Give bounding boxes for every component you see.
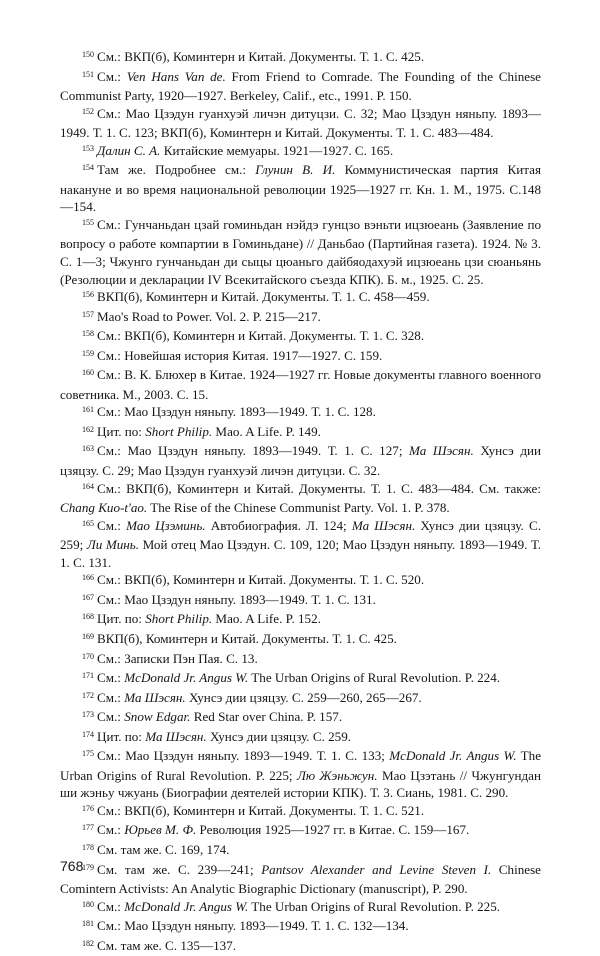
footnote-number: 171: [82, 671, 94, 681]
footnote-text: ВКП(б), Коминтерн и Китай. Документы. Т. 1. С. 458—459.: [97, 289, 430, 305]
footnote-number: 170: [82, 651, 94, 661]
footnote: [60, 442, 541, 479]
footnote-italic-text: Short Philip.: [145, 423, 213, 439]
footnote-text: См.: Мао Цзэдун няньпу. 1893—1949. Т. 1. С. 128.: [97, 404, 376, 420]
footnote-number: 168: [82, 612, 94, 622]
footnote-number: 178: [82, 842, 94, 852]
footnote-number: 182: [82, 938, 94, 948]
footnote-italic-text: Ли Минь.: [86, 537, 140, 553]
footnote-number: 151: [82, 69, 94, 79]
footnote-text: Хунсэ дии цзяцзу. С. 259.: [206, 728, 352, 744]
footnote: [60, 288, 541, 308]
footnote: [60, 650, 541, 670]
footnote: [60, 937, 541, 956]
footnote-text: Мао Цзэтань // Чжунгундан ши жэньу чжуань (Биографии деятелей истории КПК). Т. 3. Сиань, 1981. С. 290.: [60, 767, 541, 801]
footnote-text: См.:: [97, 822, 125, 838]
footnote-text: Там же. Подробнее см.:: [97, 162, 256, 178]
footnote: [60, 347, 541, 367]
footnote-text: From Friend to Comrade. The Founding of the Chinese Communist Party, 1920—1927. Berkeley, Calif., etc., 1991. P. 150.: [60, 68, 541, 104]
footnote-italic-text: Лю Жэньжун.: [296, 767, 378, 783]
footnote-number: 161: [82, 405, 94, 415]
footnote-text: The Urban Origins of Rural Revolution. P. 224.: [248, 670, 501, 686]
footnote: [60, 327, 541, 347]
footnote: [60, 142, 541, 162]
footnote-text: См.: Мао Цзэдун няньпу. 1893—1949. Т. 1. С. 127;: [97, 443, 410, 459]
footnote-text: См. там же. С. 135—137.: [97, 937, 236, 953]
footnote-text: См.: ВКП(б), Коминтерн и Китай. Документы. Т. 1. С. 483—484. См. также:: [97, 480, 541, 496]
footnote: [60, 669, 541, 689]
footnote-text: См. там же. С. 169, 174.: [97, 841, 230, 857]
footnote-number: 157: [82, 309, 94, 319]
footnote-text: Mao. A Life. P. 152.: [212, 611, 321, 627]
footnote-number: 173: [82, 710, 94, 720]
footnote: [60, 821, 541, 841]
footnote-number: 155: [82, 217, 94, 227]
footnote-number: 160: [82, 368, 94, 378]
footnote-italic-text: McDonald Jr. Angus W.: [124, 670, 249, 686]
footnote: [60, 689, 541, 709]
footnote-text: См.:: [97, 517, 127, 533]
footnote-text: Цит. по:: [97, 611, 146, 627]
footnotes-block: [60, 48, 541, 956]
footnote-text: См.: Мао Цзэдун няньпу. 1893—1949. Т. 1. С. 132—134.: [97, 918, 409, 934]
footnote-number: 175: [82, 749, 94, 759]
footnote-text: См.: ВКП(б), Коминтерн и Китай. Документы. Т. 1. С. 328.: [97, 328, 425, 344]
footnote-italic-text: Ма Шэсян.: [124, 689, 186, 705]
footnote: [60, 105, 541, 142]
footnote-italic-text: McDonald Jr. Angus W.: [124, 898, 249, 914]
footnote-italic-text: Ма Шэсян.: [145, 728, 207, 744]
footnote: [60, 591, 541, 611]
footnote-text: См. там же. С. 239—241;: [97, 861, 262, 877]
footnote: [60, 898, 541, 918]
footnote-number: 167: [82, 592, 94, 602]
footnote-number: 158: [82, 329, 94, 339]
footnote-text: The Urban Origins of Rural Revolution. P. 225;: [60, 748, 542, 783]
footnote-italic-text: Ма Шэсян.: [351, 517, 416, 533]
footnote: [60, 366, 541, 403]
footnote-number: 152: [82, 106, 94, 116]
footnote: [60, 308, 541, 328]
footnote-number: 176: [82, 803, 94, 813]
footnote: [60, 517, 541, 572]
footnote-number: 179: [82, 862, 94, 872]
footnote-number: 172: [82, 690, 94, 700]
footnote-number: 169: [82, 631, 94, 641]
footnote: [60, 161, 541, 216]
footnote-text: Хунсэ дии цзяцзу. С. 259—260, 265—267.: [185, 689, 422, 705]
footnote: [60, 841, 541, 861]
footnote: [60, 480, 541, 517]
footnote-text: Chinese Comintern Activists: An Analytic Biographic Dictionary (manuscript), P. 290.: [60, 861, 541, 897]
footnote-italic-text: Ven Hans Van de.: [126, 68, 226, 84]
footnote-text: См.: Мао Цзэдун няньпу. 1893—1949. Т. 1. С. 133;: [97, 748, 390, 764]
footnote-text: Red Star over China. P. 157.: [190, 709, 343, 725]
footnote-text: См.: В. К. Блюхер в Китае. 1924—1927 гг. Новые документы главного военного советника. М., 2003. С. 15.: [60, 367, 541, 402]
footnote-text: Революция 1925—1927 гг. в Китае. С. 159—167.: [196, 822, 470, 838]
footnote: [60, 610, 541, 630]
footnote-number: 154: [82, 163, 94, 173]
footnote: [60, 728, 541, 748]
footnote-text: См.:: [97, 898, 125, 914]
footnote: [60, 802, 541, 822]
footnote-number: 153: [82, 143, 94, 153]
footnote-text: Цит. по:: [97, 423, 146, 439]
footnote-number: 165: [82, 518, 94, 528]
footnote-text: См.: Новейшая история Китая. 1917—1927. С. 159.: [97, 347, 383, 363]
footnote-italic-text: Ма Шэсян.: [409, 443, 474, 459]
footnote-text: The Urban Origins of Rural Revolution. P. 225.: [248, 898, 501, 914]
footnote-italic-text: Юрьев М. Ф.: [124, 822, 197, 838]
footnote-text: См.: ВКП(б), Коминтерн и Китай. Документы. Т. 1. С. 425.: [97, 49, 425, 64]
footnote-text: См.: ВКП(б), Коминтерн и Китай. Документы. Т. 1. С. 521.: [97, 802, 425, 818]
footnote-text: ВКП(б), Коминтерн и Китай. Документы. Т. 1. С. 425.: [97, 630, 397, 646]
footnote-number: 163: [82, 444, 94, 454]
footnote-text: См.: Мао Цзэдун гуанхуэй личэн дитуцзи. С. 32; Мао Цзэдун няньпу. 1893—1949. Т. 1. С. 123; ВКП(б), Коминтерн и Китай. Документы. Т. 1. С. 483—484.: [60, 105, 541, 141]
footnote-text: The Rise of the Chinese Communist Party. Vol. 1. P. 378.: [147, 500, 450, 516]
footnote-number: 166: [82, 573, 94, 583]
footnote: [60, 571, 541, 591]
footnote-italic-text: Глунин В. И.: [255, 162, 336, 178]
footnote-text: Китайские мемуары. 1921—1927. С. 165.: [160, 142, 394, 158]
footnote-text: Коммунистическая партия Китая накануне и во время национальной революции 1925—1927 гг. Кн. 1. М., 1975. С.148—154.: [60, 162, 541, 215]
footnote-text: См.: ВКП(б), Коминтерн и Китай. Документы. Т. 1. С. 520.: [97, 572, 425, 588]
footnote-text: Автобиография. Л. 124;: [205, 517, 352, 533]
footnote-number: 150: [82, 50, 94, 59]
footnote-number: 162: [82, 424, 94, 434]
footnote-text: См.: Гунчаньдан цзай гоминьдан нэйдэ гунцзо вэньти ицзюеань (Заявление по вопросу о работе компартии в Гоминьдане) // Даньбао (Партийная газета). 1924. № 3. С. 1—3; Чжунго гунчаньдан ди сыцы цюаньго дайбяодахуэй ицзюеань цзи сюаньянь (Резолюции и декларации IV Всекитайского съезда КПК). Б. м., 1925. С. 25.: [60, 216, 541, 287]
footnote-italic-text: Short Philip.: [145, 611, 213, 627]
footnote-text: См.: Записки Пэн Пая. С. 13.: [97, 650, 258, 666]
footnote-text: См.:: [97, 68, 127, 84]
page-number: 768: [60, 858, 84, 874]
footnote-number: 181: [82, 919, 94, 929]
footnote: [60, 216, 541, 288]
footnote-number: 159: [82, 348, 94, 358]
footnote-text: Цит. по:: [97, 728, 146, 744]
footnote: [60, 403, 541, 423]
footnote-number: 164: [82, 481, 94, 491]
footnote-number: 156: [82, 290, 94, 300]
footnote-text: Хунсэ дии цзяцзу. С. 259;: [60, 517, 541, 553]
footnote-italic-text: Chang Kuo-t'ao.: [60, 500, 148, 516]
footnote: [60, 68, 541, 105]
footnote-number: 180: [82, 899, 94, 909]
footnote-text: Mao. A Life. P. 149.: [212, 423, 321, 439]
footnote: [60, 917, 541, 937]
footnote: [60, 747, 541, 802]
footnote-text: Хунсэ дии цзяцзу. С. 29; Мао Цзэдун гуанхуэй личэн дитуцзи. С. 32.: [60, 443, 541, 479]
footnote-italic-text: Pantsov Alexander and Levine Steven I.: [261, 861, 492, 877]
footnote-text: См.: Мао Цзэдун няньпу. 1893—1949. Т. 1. С. 131.: [97, 591, 376, 607]
footnote-italic-text: Далин С. А.: [97, 142, 161, 158]
footnote-italic-text: McDonald Jr. Angus W.: [389, 748, 517, 764]
footnote-text: Мой отец Мао Цзэдун. С. 109, 120; Мао Цзэдун няньпу. 1893—1949. Т. 1. С. 131.: [60, 537, 541, 570]
footnote: [60, 708, 541, 728]
footnote-italic-text: Мао Цзэминь.: [126, 517, 206, 533]
footnote-number: 177: [82, 823, 94, 833]
footnote-text: См.:: [97, 709, 125, 725]
footnote-number: 174: [82, 729, 94, 739]
footnote: [60, 48, 541, 68]
footnote-text: См.:: [97, 670, 125, 686]
footnote-text: Mao's Road to Power. Vol. 2. P. 215—217.: [97, 308, 321, 324]
footnote-italic-text: Snow Edgar.: [124, 709, 191, 725]
footnote: [60, 630, 541, 650]
footnote: [60, 861, 541, 898]
footnote: [60, 423, 541, 443]
footnote-text: См.:: [97, 689, 125, 705]
